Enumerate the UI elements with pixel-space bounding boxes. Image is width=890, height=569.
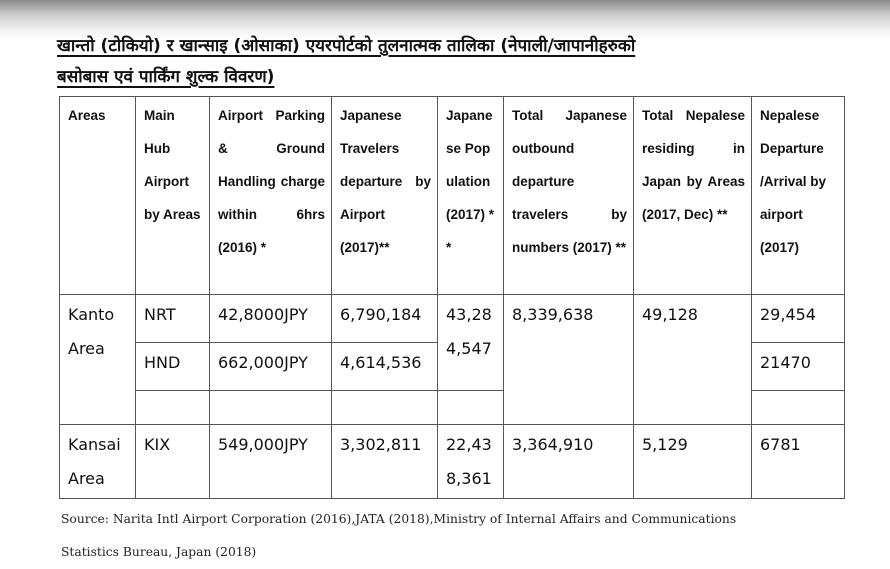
cell-airport: NRT	[136, 295, 210, 343]
header-japanese-population: Japanese Population (2017) **	[438, 97, 504, 295]
document-title	[57, 31, 857, 93]
header-areas: Areas	[60, 97, 136, 295]
cell-airport: HND	[136, 343, 210, 391]
cell-total-outbound-kansai: 3,364,910	[504, 425, 634, 499]
source-note	[61, 503, 851, 569]
title-line-2: बसोबास एवं पार्किंग शुल्क विवरण)	[57, 67, 275, 87]
source-line-1: Source: Narita Intl Airport Corporation (2016),JATA (2018),Ministry of Internal Affairs and Communications	[61, 512, 737, 526]
header-total-outbound: Total Japanese outbound departure travelers by numbers (2017) **	[504, 97, 634, 295]
cell-airport: KIX	[136, 425, 210, 499]
cell-empty	[752, 391, 845, 425]
header-row	[60, 97, 845, 295]
title-line-1: खान्तो (टोकियो) र खान्साइ (ओसाका) एयरपोर्टको तुलनात्मक तालिका (नेपाली/जापानीहरुको	[57, 36, 636, 56]
cell-population-kanto: 43,284,547	[438, 295, 504, 391]
cell-charge: 662,000JPY	[210, 343, 332, 391]
cell-departure: 4,614,536	[332, 343, 438, 391]
cell-population-kansai: 22,438,361	[438, 425, 504, 499]
cell-nepalese-traffic: 29,454	[752, 295, 845, 343]
cell-charge: 42,8000JPY	[210, 295, 332, 343]
cell-nepalese-traffic: 21470	[752, 343, 845, 391]
table-row	[60, 425, 845, 499]
cell-nepalese-residing-kansai: 5,129	[634, 425, 752, 499]
cell-area-kanto: Kanto Area	[60, 295, 136, 425]
cell-empty	[210, 391, 332, 425]
header-parking-charge: Airport Parking & Ground Handling charge within 6hrs (2016) *	[210, 97, 332, 295]
cell-charge: 549,000JPY	[210, 425, 332, 499]
header-nepalese-traffic: Nepalese Departure /Arrival by airport (2017)	[752, 97, 845, 295]
cell-total-outbound-kanto: 8,339,638	[504, 295, 634, 425]
cell-empty	[438, 391, 504, 425]
cell-area-kansai: Kansai Area	[60, 425, 136, 499]
cell-departure: 6,790,184	[332, 295, 438, 343]
header-japanese-departure: Japanese Travelers departure by Airport (2017)**	[332, 97, 438, 295]
source-line-2: Statistics Bureau, Japan (2018)	[61, 545, 257, 559]
header-main-hub-airport: Main Hub Airport by Areas	[136, 97, 210, 295]
cell-nepalese-residing-kanto: 49,128	[634, 295, 752, 425]
cell-empty	[136, 391, 210, 425]
header-nepalese-residing: Total Nepalese residing in Japan by Areas (2017, Dec) **	[634, 97, 752, 295]
cell-departure: 3,302,811	[332, 425, 438, 499]
comparison-table	[59, 96, 845, 499]
cell-nepalese-traffic: 6781	[752, 425, 845, 499]
cell-empty	[332, 391, 438, 425]
table-row	[60, 295, 845, 343]
